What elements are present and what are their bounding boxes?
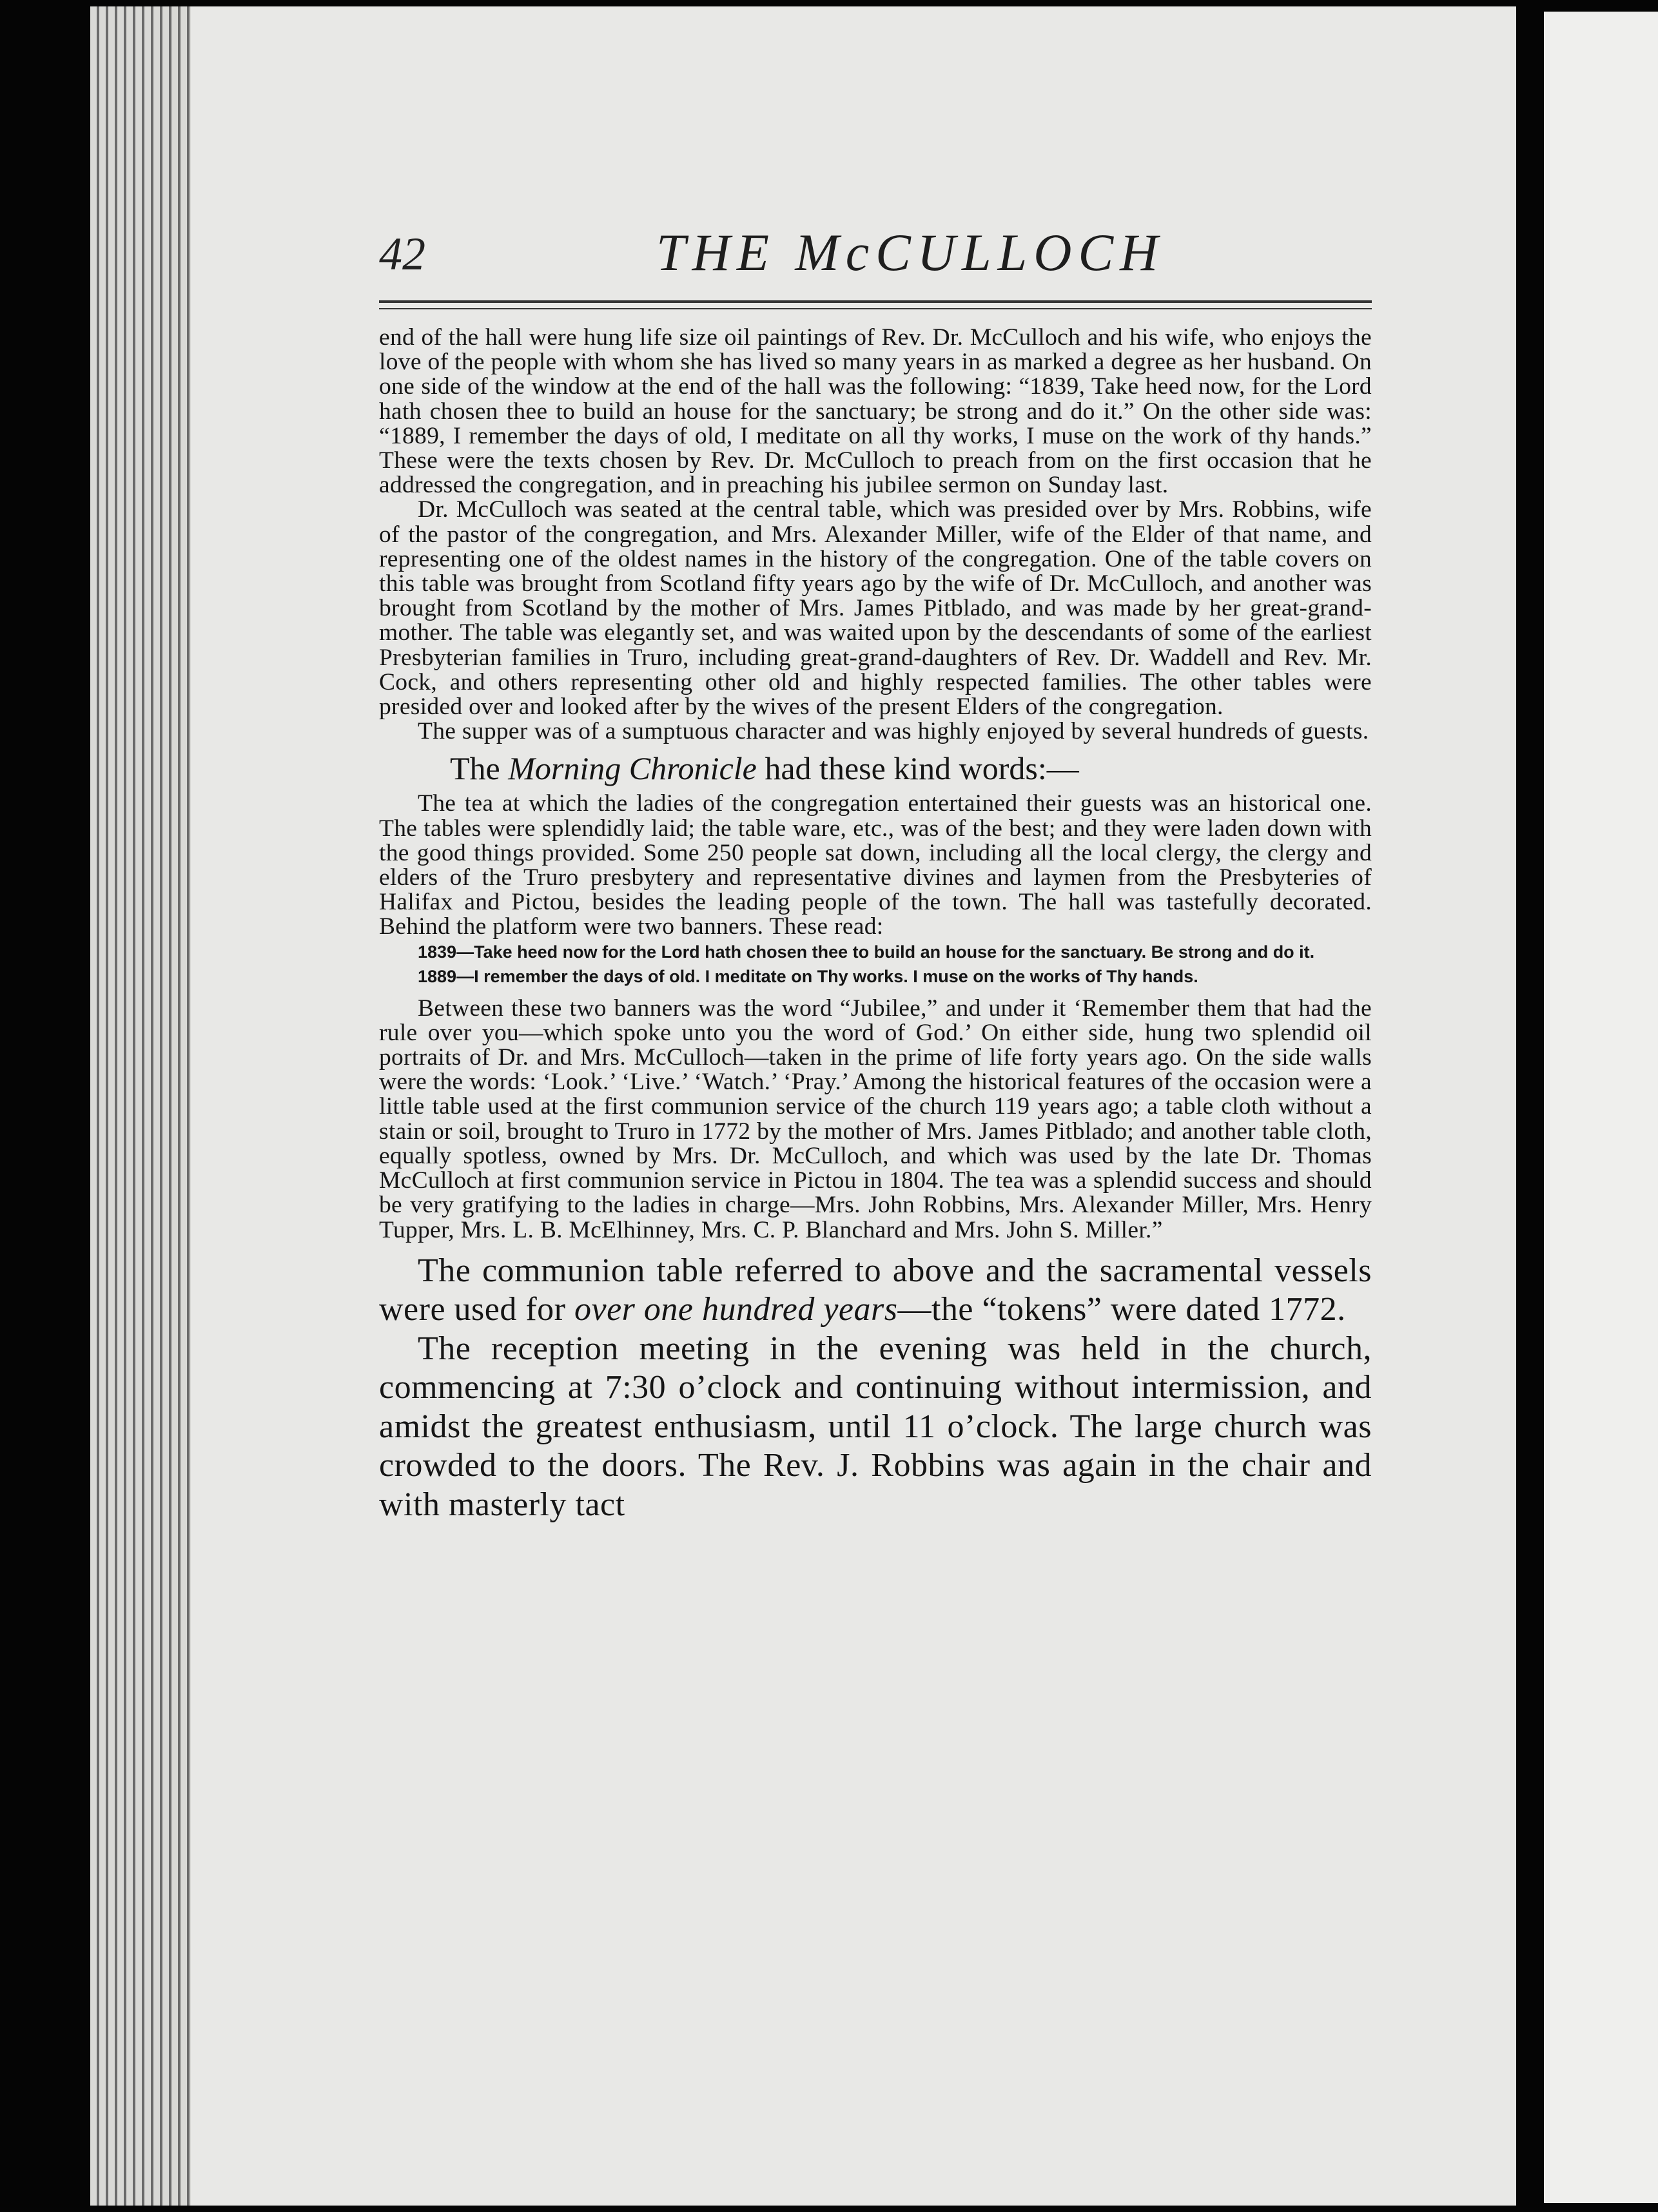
header-rule-thin: [379, 308, 1372, 309]
paragraph: [379, 1252, 1372, 1330]
banner-quotes: [379, 940, 1372, 989]
paragraph: Dr. McCulloch was seated at the central table, which was presided over by Mrs. Robbins, wife of the pastor of the congregation, and Mrs. Alexander Miller, wife of the Elder of that name, and representing one of the oldest names in the history of the congregation. One of the table covers on this table was brought from Scotland fifty years ago by the wife of Dr. McCulloch, and another was brought from Scotland by the mother of Mrs. James Pitblado, and was made by her great-grand-mother. The table was elegantly set, and was waited upon by the descendants of some of the earliest Presbyterian families in Truro, including great-grand-daughters of Rev. Dr. Waddell and Rev. Mr. Cock, and others representing other old and highly respected families. The other tables were presided over and looked after by the wives of the present Elders of the congregation.: [379, 496, 1372, 721]
paragraph: Between these two banners was the word “Jubilee,” and under it ‘Remember them that had the rule over you—which spoke unto you the word of God.’ On either side, hung two splendid oil portraits of Dr. and Mrs. McCulloch—taken in the prime of life forty years ago. On the side walls were the words: ‘Look.’ ‘Live.’ ‘Watch.’ ‘Pray.’ Among the historical features of the occasion were a little table used at the first communion service of the church 119 years ago; a table cloth without a stain or soil, brought to Truro in 1772 by the mother of Mrs. James Pitblado; and another table cloth, equally spotless, owned by Mrs. Dr. McCulloch, and which was used by the late Dr. Thomas McCulloch at first communion service in Pictou in 1804. The tea was a splendid success and should be very gratifying to the ladies in charge—Mrs. John Robbins, Mrs. Alexander Miller, Mrs. Henry Tupper, Mrs. L. B. McElhinney, Mrs. C. P. Blanchard and Mrs. John S. Miller.”: [379, 994, 1372, 1243]
book-page-edges: [90, 6, 193, 2206]
page-header: [379, 222, 1372, 293]
subheading-text: The: [450, 750, 509, 787]
main-text: [379, 1252, 1372, 1525]
paragraph: The reception meeting in the evening was held in the church, commencing at 7:30 o’clock and continuing without intermission, and amidst the greatest enthusiasm, until 11 o’clock. The large church was crowded to the doors. The Rev. J. Robbins was again in the chair and with masterly tact: [379, 1330, 1372, 1523]
page-body: [379, 325, 1372, 1524]
header-rule: [379, 300, 1372, 303]
newspaper-excerpt: [379, 325, 1372, 744]
subheading-text: had these kind words:—: [756, 750, 1079, 787]
paragraph: end of the hall were hung life size oil paintings of Rev. Dr. McCulloch and his wife, who enjoys the love of the people with whom she has lived so many years in as marked a degree as her husband. On one side of the window at the end of the hall was the following: “1839, Take heed now, for the Lord hath chosen thee to build an house for the sanctuary; be strong and do it.” On the other side was: “1889, I remember the days of old, I meditate on all thy works, I muse on the work of thy hands.” These were the texts chosen by Rev. Dr. McCulloch to preach from on the first occasion that he addressed the congregation, and in preaching his jubilee sermon on Sunday last.: [379, 324, 1372, 499]
paragraph: The tea at which the ladies of the congregation entertained their guests was an historical one. The tables were splendidly laid; the table ware, etc., was of the best; and they were laden down with the good things provided. Some 250 people sat down, including all the local clergy, the clergy and elders of the Truro presbytery and representative divines and laymen from the Presbyteries of Halifax and Pictou, besides the leading people of the town. The hall was tastefully decorated. Behind the platform were two banners. These read:: [379, 790, 1372, 940]
emphasis-text: over one hundred years: [574, 1291, 898, 1328]
chronicle-excerpt: [379, 791, 1372, 939]
paragraph-text: The communion table referred to above and the sacramental vessels were used for: [379, 1252, 1372, 1328]
banner-text: 1889—I remember the days of old. I meditate on Thy works. I muse on the works of Thy hands.: [418, 966, 1198, 986]
chronicle-excerpt-continued: [379, 996, 1372, 1243]
newspaper-name: Morning Chronicle: [508, 750, 757, 787]
facing-page-edge: [1544, 12, 1658, 2203]
running-title: THE McCULLOCH: [656, 223, 1165, 282]
banner-text: 1839—Take heed now for the Lord hath chosen thee to build an house for the sanctuary. Be strong and do it.: [418, 942, 1315, 962]
page-number: 42: [379, 228, 425, 280]
paragraph: The supper was of a sumptuous character and was highly enjoyed by several hundreds of guests.: [418, 718, 1369, 745]
section-subheading: [450, 749, 1372, 788]
paragraph-text: —the “tokens” were dated 1772.: [897, 1291, 1346, 1328]
